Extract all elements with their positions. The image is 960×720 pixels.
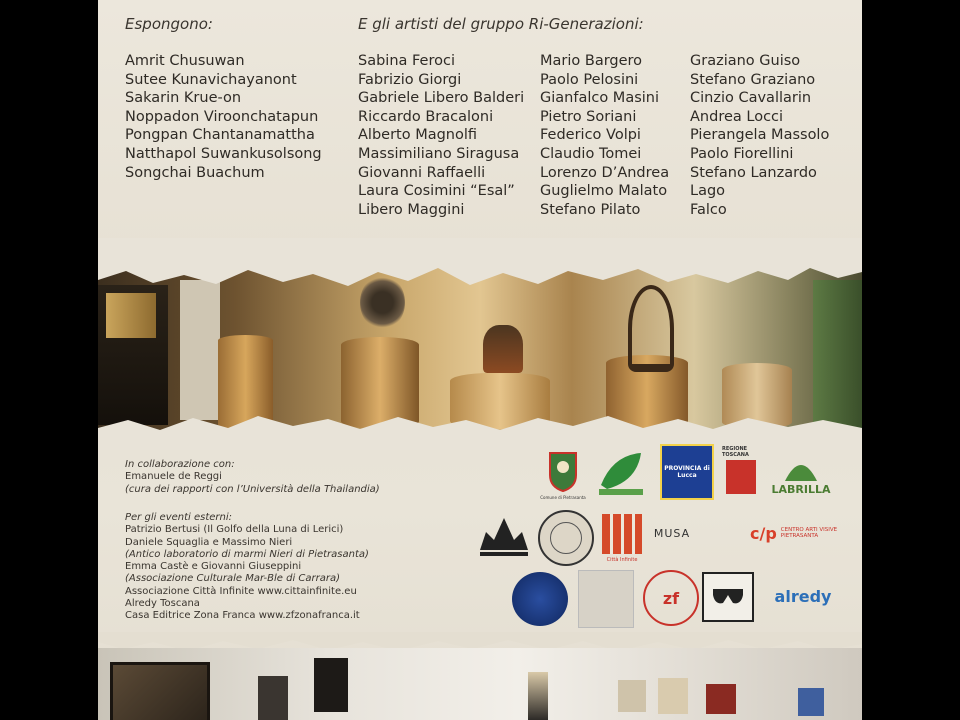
zona-franca-logo <box>643 570 699 626</box>
artist-name: Paolo Fiorellini <box>690 145 794 162</box>
events-line: Casa Editrice Zona Franca www.zfzonafranca.it <box>125 610 360 622</box>
events-line: Alredy Toscana <box>125 598 200 610</box>
provincia-lucca-logo <box>660 444 714 500</box>
thai-temple-logo <box>476 512 532 562</box>
artist-name: Pierangela Massolo <box>690 127 830 144</box>
wall-shape <box>813 280 862 430</box>
artist-name: Gianfalco Masini <box>540 90 660 107</box>
blue-circle-logo <box>512 572 568 626</box>
musa-label: MUSA <box>653 526 691 540</box>
artist-name: Paolo Pelosini <box>540 71 639 88</box>
labrilla-logo <box>766 448 836 500</box>
visitor-shape <box>528 672 548 720</box>
artist-name: Graziano Guiso <box>690 53 801 69</box>
artist-name: Sutee Kunavichayanont <box>125 71 297 88</box>
events-line: Associazione Città Infinite www.cittainfinite.eu <box>125 585 357 597</box>
citta-label: Città Infinite <box>606 556 638 563</box>
zf-label: zf <box>662 588 680 608</box>
events-line: Daniele Squaglia e Massimo Nieri <box>125 536 293 548</box>
events-line: Patrizio Bertusi (Il Golfo della Luna di Lerici) <box>125 524 344 536</box>
artist-name: Mario Bargero <box>540 53 643 69</box>
artist-name: Laura Cosimini “Esal” <box>358 183 515 200</box>
artist-name: Stefano Graziano <box>690 71 816 88</box>
regione-label: REGIONE TOSCANA <box>722 446 749 458</box>
artwork-shape <box>658 678 688 714</box>
painting-shape <box>314 658 348 712</box>
artwork-shape <box>798 688 824 716</box>
provincia-label: PROVINCIA di Lucca <box>664 465 710 479</box>
artist-name: Lago <box>690 183 726 200</box>
events-line: Emma Castè e Giovanni Giuseppini <box>125 561 302 573</box>
collab-line: (cura dei rapporti con l’Università della Thailandia) <box>125 483 380 495</box>
comune-label: Comune di Pietrasanta <box>540 495 586 500</box>
artist-name: Riccardo Bracaloni <box>358 108 494 125</box>
artist-name: Federico Volpi <box>540 127 641 144</box>
artist-name: Guglielmo Malato <box>540 183 668 200</box>
sculpture-shape <box>483 325 523 373</box>
collab-line: Emanuele de Reggi <box>125 471 222 483</box>
wall-shape <box>180 280 220 420</box>
gallery-photo <box>98 648 862 720</box>
collab-line: In collaborazione con: <box>125 459 235 470</box>
cap-mark-icon: c/p <box>750 523 777 543</box>
alredy-label: alredy <box>774 586 832 606</box>
artist-name: Natthapol Suwankusolsong <box>125 145 322 162</box>
comune-pietrasanta-logo <box>540 445 586 501</box>
university-seal-logo <box>538 510 594 566</box>
torn-edge-bottom <box>98 410 862 450</box>
pegasus-icon <box>726 460 756 494</box>
grey-square-logo <box>578 570 634 628</box>
grid-icon <box>602 514 642 554</box>
artist-list-col4 <box>690 52 829 219</box>
artist-list-col2 <box>358 52 524 219</box>
regione-toscana-logo <box>722 446 760 494</box>
artist-name: Pietro Soriani <box>540 108 637 125</box>
artist-name: Massimiliano Siragusa <box>358 145 520 162</box>
cap-pietrasanta-logo <box>750 518 850 548</box>
collaboration-block <box>125 459 380 496</box>
artist-name: Songchai Buachum <box>125 164 265 181</box>
artist-name: Giovanni Raffaelli <box>358 164 486 181</box>
labrilla-label: LABRILLA <box>771 482 831 496</box>
torn-edge-top <box>98 238 862 290</box>
artwork-shape <box>706 684 736 714</box>
artist-name: Lorenzo D’Andrea <box>540 164 670 181</box>
artist-name: Andrea Locci <box>690 108 784 125</box>
artist-name: Fabrizio Giorgi <box>358 71 462 88</box>
musa-logo <box>651 520 693 546</box>
artist-name: Claudio Tomei <box>540 145 642 162</box>
artist-name: Stefano Lanzardo <box>690 164 817 181</box>
painting-shape <box>258 676 288 720</box>
cap-label: CENTRO ARTI VISIVE PIETRASANTA <box>780 527 838 539</box>
artist-list-col3 <box>540 52 669 219</box>
seal-icon <box>550 522 582 554</box>
artist-name: Pongpan Chantanamattha <box>125 127 315 144</box>
vitrine-shape <box>106 293 156 338</box>
events-line: Per gli eventi esterni: <box>125 512 233 523</box>
painting-shape <box>110 662 210 720</box>
artist-name: Falco <box>690 201 727 218</box>
artist-name: Amrit Chusuwan <box>125 53 245 69</box>
artist-name: Sakarin Krue-on <box>125 90 242 107</box>
leaf-logo <box>593 445 649 501</box>
artist-name: Gabriele Libero Balderi <box>358 90 525 107</box>
events-line: (Associazione Culturale Mar-Ble di Carrara) <box>125 573 341 585</box>
poster <box>98 0 862 720</box>
glasses-icon <box>711 583 745 611</box>
artwork-shape <box>618 680 646 712</box>
artist-name: Alberto Magnolfi <box>358 127 478 144</box>
sculpture-shape <box>628 285 674 372</box>
alredy-logo <box>760 584 846 608</box>
header-artists-group: E gli artisti del gruppo Ri-Generazioni: <box>358 15 644 33</box>
artist-list-thai <box>125 52 322 182</box>
artist-name: Noppadon Viroonchatapun <box>125 108 319 125</box>
cube-logo <box>702 572 754 622</box>
labrilla-emblem-icon <box>781 453 821 483</box>
artist-name: Cinzio Cavallarin <box>690 90 812 107</box>
artist-name: Libero Maggini <box>358 201 465 218</box>
citta-infinite-logo <box>598 508 646 568</box>
events-line: (Antico laboratorio di marmi Nieri di Pietrasanta) <box>125 548 369 560</box>
header-exhibitors: Espongono: <box>125 15 213 33</box>
artist-name: Sabina Feroci <box>358 53 455 69</box>
artist-name: Stefano Pilato <box>540 201 641 218</box>
events-block <box>125 512 369 623</box>
